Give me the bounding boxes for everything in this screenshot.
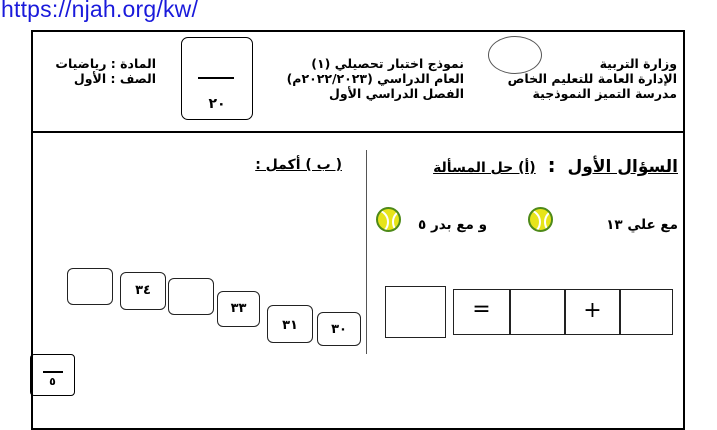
section-score-denominator: ٥: [49, 375, 56, 388]
subject-line: المادة : رياضيات: [55, 56, 156, 71]
answer-box[interactable]: [510, 289, 565, 335]
ministry-line: مدرسة التميز النموذجية: [532, 86, 677, 101]
total-score: ٢٠: [208, 96, 226, 112]
question-1-colon: :: [547, 153, 556, 177]
ministry-line: الإدارة العامة للتعليم الخاص: [507, 71, 677, 86]
section-score-box: [30, 354, 75, 396]
section-score-line: [43, 371, 63, 373]
source-url: https://njah.org/kw/: [1, 0, 199, 22]
answer-box[interactable]: [620, 289, 673, 335]
tennis-ball-icon: [376, 207, 401, 232]
tennis-ball-icon: [528, 207, 553, 232]
sequence-box-empty[interactable]: [168, 278, 214, 315]
sequence-box: ٣٤: [120, 272, 166, 310]
answer-box[interactable]: [385, 286, 446, 338]
logo-placeholder-circle: [488, 36, 542, 74]
sequence-box-empty[interactable]: [67, 268, 113, 305]
question-b-title: ( ب ) أكمل :: [255, 157, 342, 173]
question-1-title: [433, 153, 678, 177]
problem-text-ali: مع علي ١٣: [606, 217, 678, 233]
equals-sign: =: [472, 297, 491, 322]
ministry-line: وزارة التربية: [599, 56, 677, 71]
total-score-box: [181, 37, 253, 120]
sequence-box: ٣١: [267, 305, 313, 343]
question-1-label: السؤال الأول: [567, 157, 678, 177]
exam-line: نموذج اختبار تحصيلي (١): [311, 56, 464, 71]
header-divider: [31, 131, 685, 133]
plus-sign: +: [565, 289, 620, 335]
exam-line: الفصل الدراسي الأول: [329, 86, 464, 101]
sequence-box: ٣٣: [230, 301, 247, 316]
question-1-part: (أ) حل المسألة: [433, 160, 536, 176]
problem-text-badr: و مع بدر ٥: [418, 217, 487, 233]
subject-line: الصف : الأول: [73, 71, 156, 86]
header-exam: [287, 56, 464, 101]
header-subject: [55, 56, 156, 86]
score-line: [198, 77, 234, 79]
column-divider: [366, 150, 367, 354]
sequence-box: ٣٠: [317, 312, 361, 346]
exam-line: العام الدراسي (٢٠٢٢/٢٠٢٣م): [286, 71, 464, 86]
